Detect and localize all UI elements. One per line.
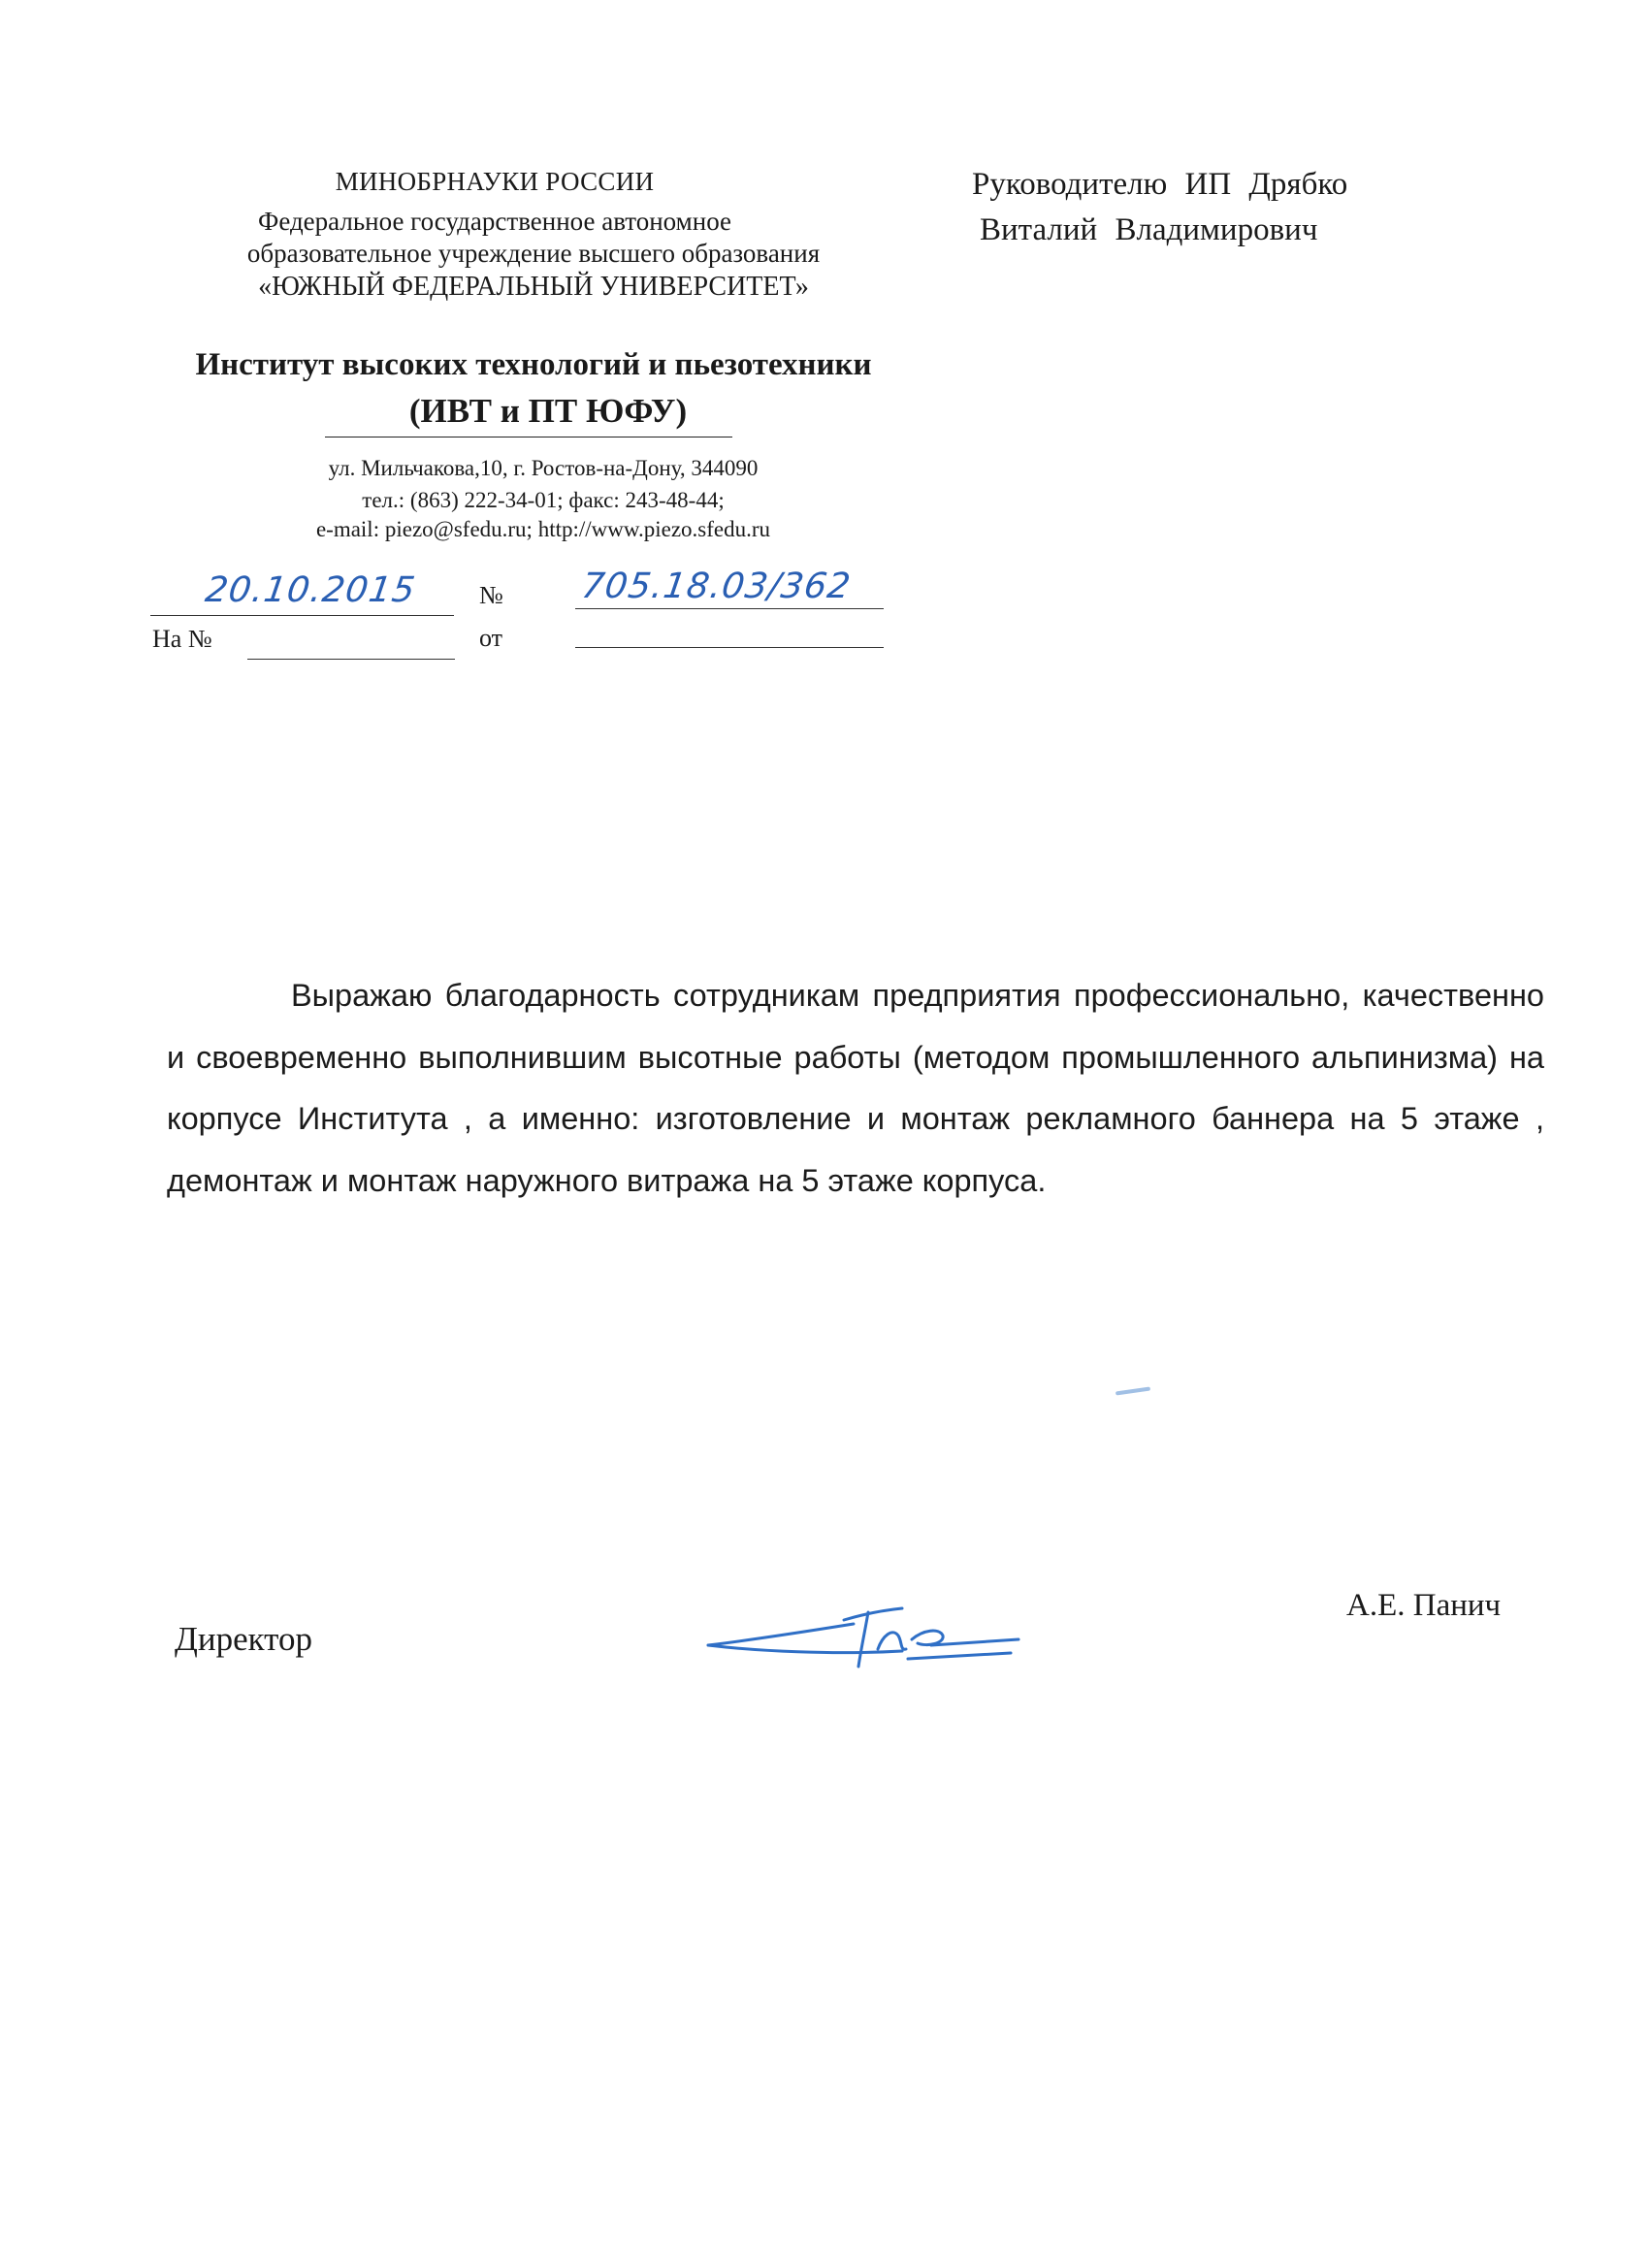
ink-mark <box>1116 1387 1150 1396</box>
signatory-title: Директор <box>175 1620 313 1658</box>
ministry-name: МИНОБРНАУКИ РОССИИ <box>335 167 655 196</box>
reference-underline <box>247 659 455 660</box>
number-underline <box>575 608 884 609</box>
from-underline <box>575 647 884 648</box>
institute-phone: тел.: (863) 222-34-01; факс: 243-48-44; <box>362 488 725 512</box>
institute-abbreviation: (ИВТ и ПТ ЮФУ) <box>408 392 688 430</box>
number-label: № <box>479 581 503 609</box>
addressee-line-1: Руководителю ИП Дрябко <box>972 167 1348 202</box>
handwritten-date: 20.10.2015 <box>203 570 419 610</box>
reference-label: На № <box>152 625 212 653</box>
university-name: «ЮЖНЫЙ ФЕДЕРАЛЬНЫЙ УНИВЕРСИТЕТ» <box>258 272 809 302</box>
institute-address: ул. Мильчакова,10, г. Ростов-на-Дону, 344090 <box>328 456 759 480</box>
date-underline <box>150 615 454 616</box>
signatory-name: А.Е. Панич <box>1346 1588 1502 1623</box>
letter-body: Выражаю благодарность сотрудникам предприятия профессионально, качественно и своевременно выполнившим высотные работы (методом промышленного альпинизма) на корпусе Института , а именно: изготовление и монтаж рекламного баннера на 5 этаже , демонтаж и монтаж наружного витража на 5 этаже корпуса. <box>167 978 1544 1198</box>
addressee-line-2: Виталий Владимирович <box>980 212 1318 247</box>
from-label: от <box>479 624 503 652</box>
institute-email: e-mail: piezo@sfedu.ru; http://www.piezo.sfedu.ru <box>315 517 771 541</box>
handwritten-signature <box>698 1581 1028 1678</box>
institute-name: Институт высоких технологий и пьезотехники <box>195 347 872 382</box>
org-line-2: образовательное учреждение высшего образования <box>246 239 821 268</box>
handwritten-number: 705.18.03/362 <box>579 567 854 606</box>
org-line-1: Федеральное государственное автономное <box>257 207 732 236</box>
